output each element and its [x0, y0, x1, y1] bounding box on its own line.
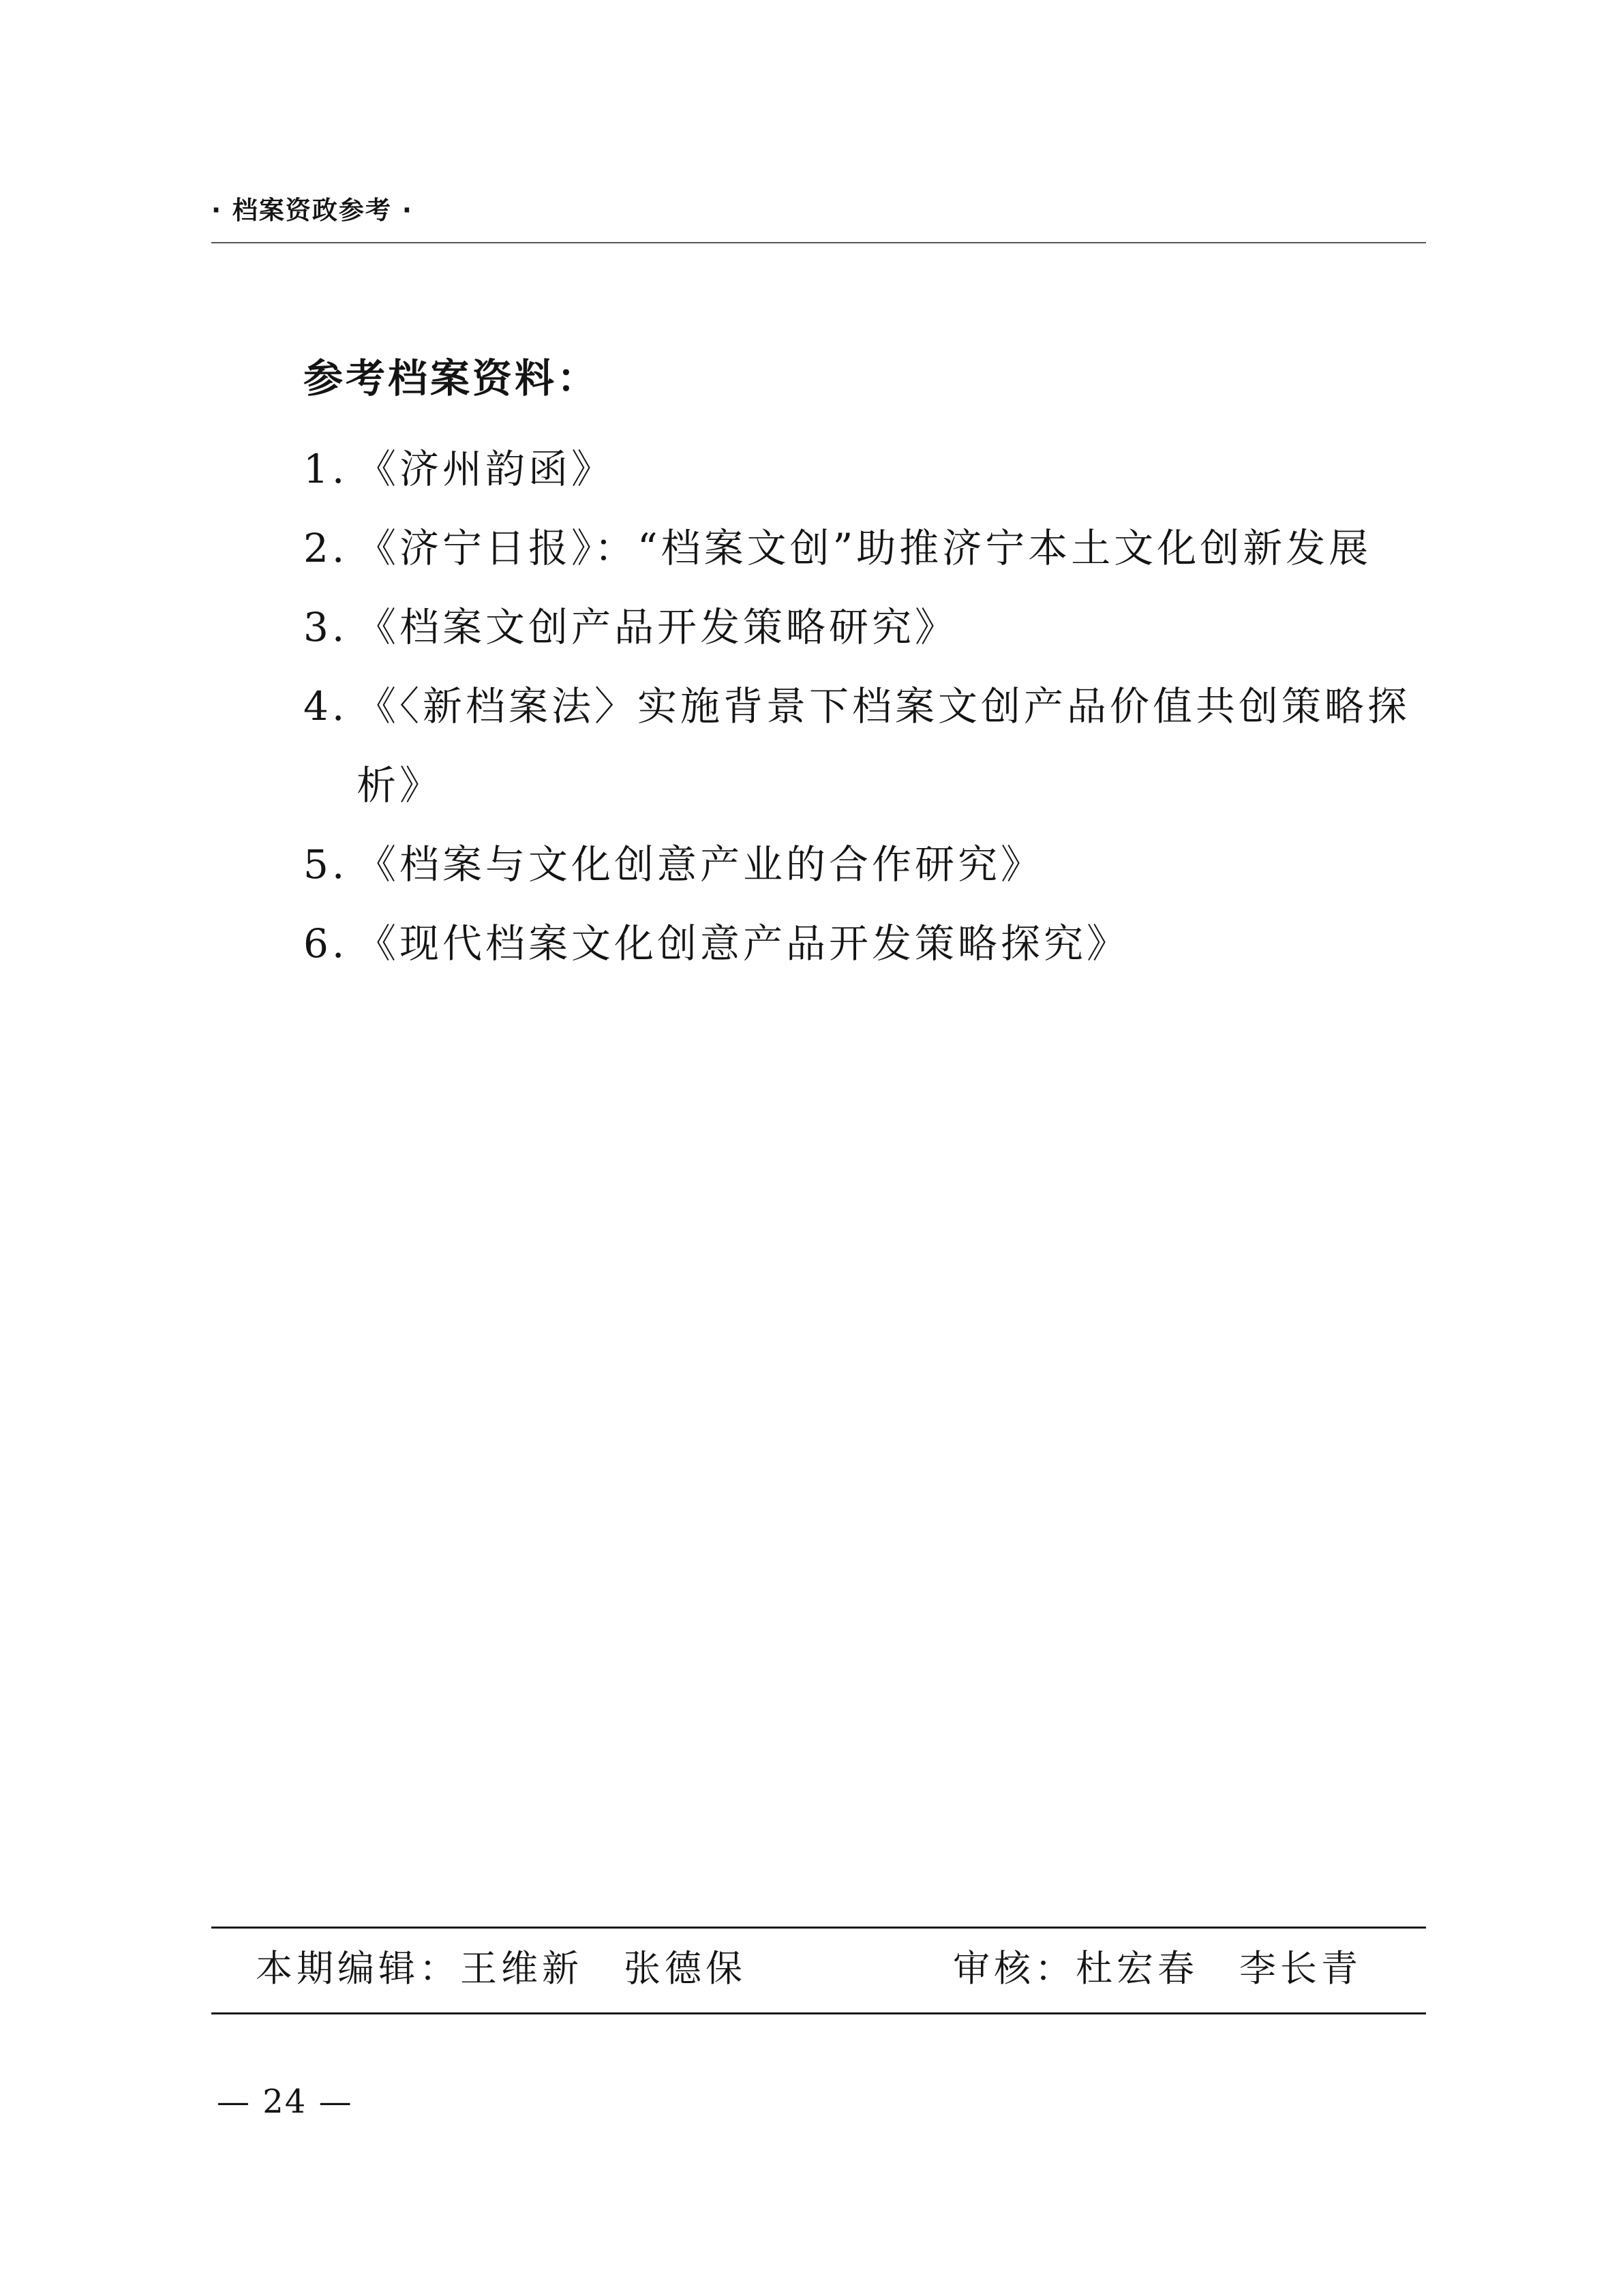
- reference-item: [303, 667, 1428, 825]
- reference-title: 《〈新档案法〉实施背景下档案文创产品价值共创策略探析》: [357, 683, 1411, 809]
- editors-label: 本期编辑：: [256, 1947, 460, 1990]
- footer-top-rule: [211, 1927, 1426, 1929]
- reference-item: [303, 429, 1428, 509]
- reference-number: 4.: [303, 683, 348, 729]
- reference-item: [303, 904, 1428, 983]
- reference-item: [303, 509, 1428, 588]
- reference-number: 6.: [303, 920, 348, 967]
- reference-title: 《档案与文化创意产业的合作研究》: [357, 841, 1044, 888]
- page-number: — 24 —: [217, 2083, 353, 2121]
- reference-item: [303, 588, 1428, 667]
- header-divider: [211, 242, 1426, 243]
- reference-number: 5.: [303, 841, 348, 888]
- reference-title: 《济州韵函》: [357, 446, 615, 492]
- review-label: 审核：: [953, 1947, 1076, 1990]
- reference-item: [303, 825, 1428, 904]
- footer-bottom-rule: [211, 2012, 1426, 2014]
- running-header: · 档案资政参考 ·: [211, 196, 413, 225]
- section-heading: 参考档案资料：: [303, 355, 600, 402]
- reference-title: 《济宁日报》：“档案文创”助推济宁本土文化创新发展: [357, 525, 1372, 571]
- reference-number: 3.: [303, 604, 348, 650]
- editors-names: 王维新 张德保: [460, 1947, 746, 1990]
- reference-number: 2.: [303, 525, 348, 571]
- reference-title: 《档案文创产品开发策略研究》: [357, 604, 958, 650]
- reference-list: [303, 429, 1428, 983]
- reference-title: 《现代档案文化创意产品开发策略探究》: [357, 920, 1130, 967]
- reference-number: 1.: [303, 446, 348, 492]
- reviewer-names: 杜宏春 李长青: [1076, 1947, 1362, 1990]
- editors-credit: [256, 1942, 746, 1996]
- review-credit: [953, 1942, 1362, 1996]
